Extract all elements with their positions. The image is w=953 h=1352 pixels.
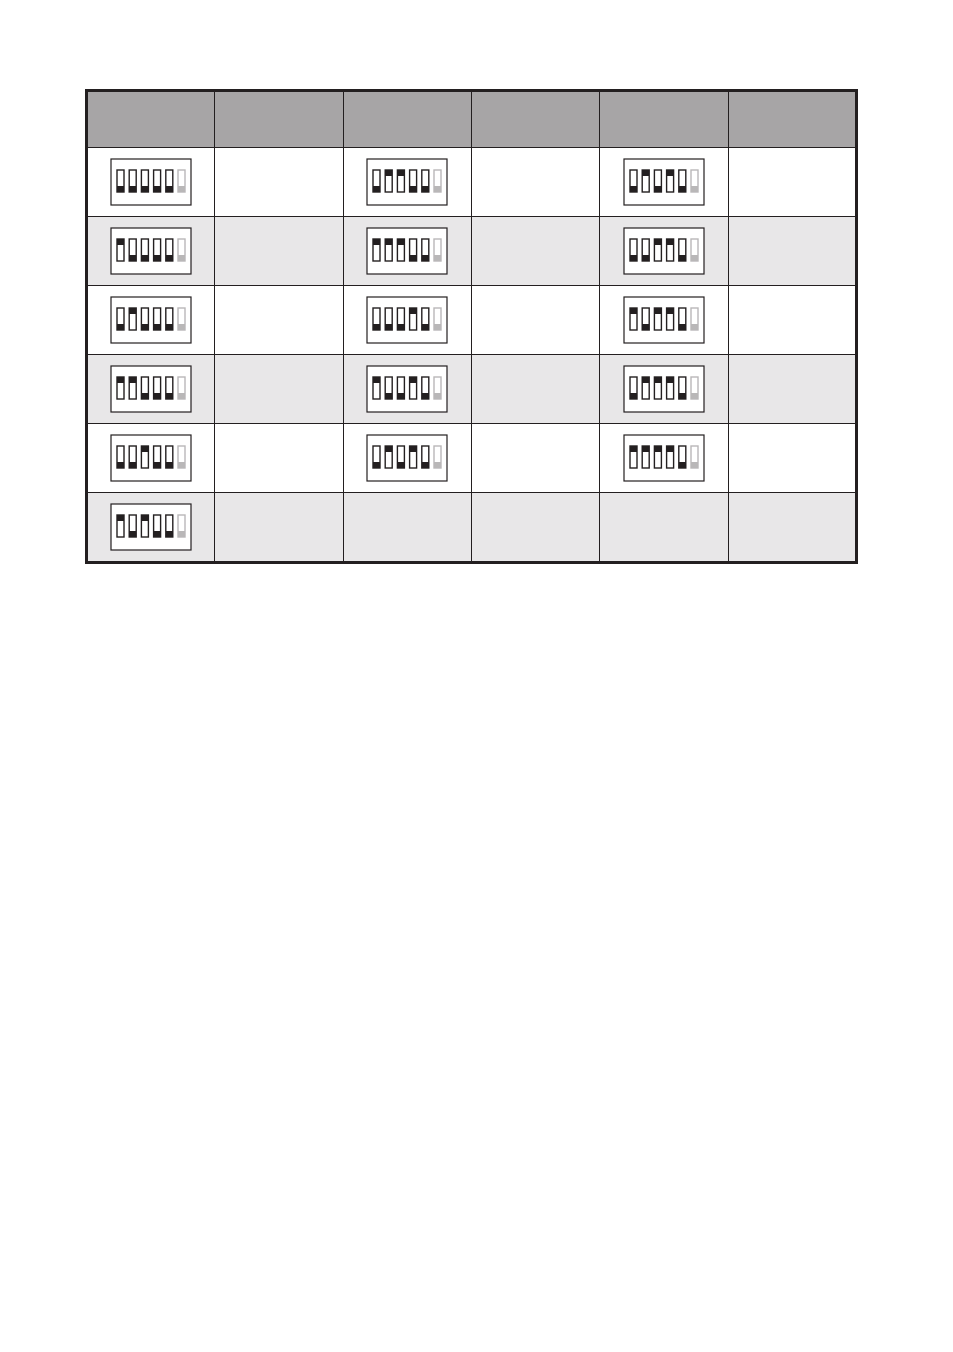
dip-switch-knob-down [178, 462, 185, 468]
dip-switch-lever [691, 377, 698, 399]
dip-switch-knob-down [154, 462, 161, 468]
table-cell [600, 493, 728, 563]
dip-switch-knob-up [667, 446, 674, 452]
dip-switch-knob-up [129, 308, 136, 314]
dip-switch-knob-down [117, 462, 124, 468]
dip-switch-knob-down [166, 393, 173, 399]
header-cell [87, 91, 215, 148]
dip-switch-lever [398, 377, 405, 399]
dip-switch-knob-down [410, 255, 417, 261]
dip-switch-wrapper [600, 434, 727, 482]
dip-switch-lever [142, 308, 149, 330]
dip-switch-lever [154, 377, 161, 399]
dip-switch-cell [87, 217, 215, 286]
dip-switch-lever [373, 170, 380, 192]
dip-switch-lever [129, 170, 136, 192]
header-cell [728, 91, 856, 148]
dip-switch-knob-down [398, 324, 405, 330]
dip-switch-lever [654, 446, 661, 468]
dip-switch-lever [679, 170, 686, 192]
dip-switch-lever [386, 446, 393, 468]
dip-switch-table [85, 89, 858, 564]
dip-switch-knob-down [422, 393, 429, 399]
dip-switch-lever [129, 515, 136, 537]
dip-switch-icon [110, 158, 192, 206]
dip-switch-knob-up [117, 239, 124, 245]
dip-switch-knob-up [654, 377, 661, 383]
dip-switch-lever [142, 377, 149, 399]
dip-switch-cell [87, 493, 215, 563]
header-cell [600, 91, 728, 148]
dip-switch-knob-down [422, 255, 429, 261]
dip-switch-icon [623, 296, 705, 344]
dip-switch-knob-down [154, 255, 161, 261]
dip-switch-cell [343, 424, 471, 493]
dip-switch-wrapper [600, 227, 727, 275]
dip-switch-lever [117, 308, 124, 330]
dip-switch-knob-down [129, 462, 136, 468]
dip-switch-knob-up [410, 446, 417, 452]
dip-switch-lever [178, 377, 185, 399]
dip-switch-icon [110, 365, 192, 413]
dip-switch-lever [434, 239, 441, 261]
dip-switch-knob-up [117, 515, 124, 521]
dip-switch-knob-down [630, 255, 637, 261]
dip-switch-lever [410, 377, 417, 399]
dip-switch-knob-down [178, 393, 185, 399]
dip-switch-knob-down [166, 462, 173, 468]
dip-switch-knob-up [630, 308, 637, 314]
dip-switch-lever [398, 308, 405, 330]
dip-switch-wrapper [344, 227, 471, 275]
dip-switch-cell [87, 148, 215, 217]
dip-switch-knob-down [178, 186, 185, 192]
dip-switch-icon [366, 434, 448, 482]
dip-switch-knob-down [398, 462, 405, 468]
dip-switch-knob-up [386, 239, 393, 245]
dip-switch-lever [154, 446, 161, 468]
dip-switch-cell [600, 424, 728, 493]
dip-switch-wrapper [600, 365, 727, 413]
table-cell [728, 217, 856, 286]
dip-switch-lever [679, 446, 686, 468]
dip-switch-lever [178, 515, 185, 537]
dip-switch-cell [343, 217, 471, 286]
dip-switch-icon [366, 365, 448, 413]
dip-switch-knob-up [386, 170, 393, 176]
table-row [87, 355, 857, 424]
dip-switch-knob-down [142, 186, 149, 192]
table-cell [471, 148, 599, 217]
dip-switch-lever [691, 308, 698, 330]
table-cell [728, 355, 856, 424]
dip-switch-cell [87, 424, 215, 493]
dip-switch-icon [366, 227, 448, 275]
dip-switch-knob-down [422, 462, 429, 468]
dip-switch-lever [654, 308, 661, 330]
dip-switch-lever [434, 446, 441, 468]
dip-switch-lever [654, 239, 661, 261]
dip-switch-knob-down [434, 324, 441, 330]
table-cell [471, 217, 599, 286]
dip-switch-icon [623, 227, 705, 275]
dip-switch-icon [110, 503, 192, 551]
dip-switch-lever [422, 446, 429, 468]
dip-switch-lever [386, 308, 393, 330]
dip-switch-cell [343, 148, 471, 217]
dip-switch-knob-down [691, 186, 698, 192]
dip-switch-lever [422, 239, 429, 261]
dip-switch-knob-down [166, 531, 173, 537]
dip-switch-icon [623, 158, 705, 206]
dip-switch-knob-down [654, 186, 661, 192]
dip-switch-cell [343, 286, 471, 355]
dip-switch-lever [386, 239, 393, 261]
dip-switch-knob-down [422, 324, 429, 330]
dip-switch-knob-down [642, 324, 649, 330]
dip-switch-cell [600, 148, 728, 217]
dip-switch-knob-up [410, 377, 417, 383]
dip-switch-knob-down [178, 324, 185, 330]
dip-switch-knob-down [373, 324, 380, 330]
dip-switch-lever [166, 515, 173, 537]
dip-switch-knob-up [142, 515, 149, 521]
dip-switch-knob-down [154, 186, 161, 192]
dip-switch-knob-down [142, 393, 149, 399]
dip-switch-lever [630, 446, 637, 468]
dip-switch-lever [654, 170, 661, 192]
dip-switch-lever [422, 170, 429, 192]
table-cell [471, 286, 599, 355]
dip-switch-lever [129, 239, 136, 261]
table-cell [215, 217, 343, 286]
dip-switch-knob-down [422, 186, 429, 192]
table-row [87, 424, 857, 493]
dip-switch-knob-down [386, 393, 393, 399]
dip-switch-lever [667, 446, 674, 468]
table-row [87, 286, 857, 355]
dip-switch-wrapper [600, 296, 727, 344]
dip-switch-lever [630, 308, 637, 330]
dip-switch-knob-down [373, 186, 380, 192]
dip-switch-lever [679, 377, 686, 399]
dip-switch-knob-down [679, 393, 686, 399]
dip-switch-lever [691, 239, 698, 261]
dip-switch-lever [691, 170, 698, 192]
dip-switch-lever [434, 170, 441, 192]
dip-switch-lever [117, 239, 124, 261]
dip-switch-lever [630, 377, 637, 399]
dip-switch-lever [642, 239, 649, 261]
table-cell [728, 148, 856, 217]
dip-switch-knob-down [679, 462, 686, 468]
dip-switch-lever [642, 308, 649, 330]
table-cell [728, 286, 856, 355]
dip-switch-knob-down [691, 255, 698, 261]
dip-switch-knob-up [642, 446, 649, 452]
dip-switch-lever [373, 239, 380, 261]
dip-switch-lever [410, 446, 417, 468]
dip-switch-wrapper [88, 503, 214, 551]
dip-switch-knob-down [166, 324, 173, 330]
dip-switch-knob-up [667, 170, 674, 176]
dip-switch-knob-down [117, 186, 124, 192]
dip-switch-wrapper [88, 365, 214, 413]
dip-switch-wrapper [344, 158, 471, 206]
dip-switch-knob-up [654, 308, 661, 314]
dip-switch-lever [166, 446, 173, 468]
dip-switch-lever [178, 446, 185, 468]
dip-switch-knob-up [398, 170, 405, 176]
dip-switch-lever [642, 446, 649, 468]
dip-switch-lever [630, 170, 637, 192]
dip-switch-knob-down [679, 255, 686, 261]
dip-switch-knob-down [129, 186, 136, 192]
dip-switch-lever [154, 170, 161, 192]
dip-switch-lever [410, 239, 417, 261]
dip-switch-knob-down [117, 324, 124, 330]
dip-switch-knob-down [410, 186, 417, 192]
dip-switch-knob-down [630, 393, 637, 399]
dip-switch-knob-up [630, 446, 637, 452]
dip-switch-lever [117, 446, 124, 468]
dip-switch-knob-down [154, 324, 161, 330]
dip-switch-lever [129, 308, 136, 330]
dip-switch-cell [343, 355, 471, 424]
dip-switch-knob-up [642, 170, 649, 176]
dip-switch-knob-down [679, 324, 686, 330]
dip-switch-knob-down [691, 462, 698, 468]
table-cell [471, 355, 599, 424]
dip-switch-wrapper [344, 296, 471, 344]
dip-switch-lever [117, 377, 124, 399]
dip-switch-cell [600, 355, 728, 424]
dip-switch-knob-up [667, 308, 674, 314]
dip-switch-lever [422, 308, 429, 330]
dip-switch-lever [129, 446, 136, 468]
dip-switch-knob-down [178, 531, 185, 537]
dip-switch-lever [410, 170, 417, 192]
dip-switch-knob-up [386, 446, 393, 452]
dip-switch-knob-down [691, 393, 698, 399]
dip-switch-icon [110, 296, 192, 344]
dip-switch-knob-down [642, 255, 649, 261]
dip-switch-lever [166, 170, 173, 192]
table-cell [471, 493, 599, 563]
dip-switch-lever [117, 170, 124, 192]
dip-switch-lever [398, 239, 405, 261]
dip-switch-lever [386, 170, 393, 192]
dip-switch-lever [386, 377, 393, 399]
header-cell [215, 91, 343, 148]
dip-switch-knob-up [373, 239, 380, 245]
dip-switch-lever [142, 446, 149, 468]
dip-switch-lever [178, 170, 185, 192]
dip-switch-wrapper [88, 296, 214, 344]
dip-switch-knob-down [434, 393, 441, 399]
dip-switch-lever [654, 377, 661, 399]
table-cell [343, 493, 471, 563]
dip-switch-lever [373, 377, 380, 399]
dip-switch-lever [154, 515, 161, 537]
dip-switch-wrapper [344, 365, 471, 413]
dip-switch-wrapper [88, 434, 214, 482]
dip-switch-lever [178, 239, 185, 261]
dip-switch-knob-down [154, 531, 161, 537]
dip-switch-knob-down [166, 186, 173, 192]
dip-switch-knob-down [679, 186, 686, 192]
dip-switch-cell [87, 286, 215, 355]
dip-switch-knob-down [386, 324, 393, 330]
dip-switch-lever [166, 239, 173, 261]
dip-switch-lever [154, 239, 161, 261]
dip-switch-knob-down [142, 324, 149, 330]
dip-switch-knob-down [142, 255, 149, 261]
dip-switch-knob-up [654, 446, 661, 452]
table-cell [215, 286, 343, 355]
dip-switch-knob-up [129, 377, 136, 383]
dip-switch-lever [398, 170, 405, 192]
dip-switch-wrapper [600, 158, 727, 206]
dip-switch-lever [679, 308, 686, 330]
dip-switch-knob-up [117, 377, 124, 383]
dip-switch-knob-up [398, 239, 405, 245]
dip-switch-cell [600, 217, 728, 286]
table-row [87, 217, 857, 286]
dip-switch-lever [434, 377, 441, 399]
dip-switch-knob-down [630, 186, 637, 192]
dip-switch-lever [398, 446, 405, 468]
dip-switch-knob-down [373, 462, 380, 468]
dip-switch-lever [691, 446, 698, 468]
header-cell [343, 91, 471, 148]
dip-switch-lever [667, 170, 674, 192]
dip-switch-lever [410, 308, 417, 330]
dip-switch-lever [178, 308, 185, 330]
dip-switch-wrapper [88, 158, 214, 206]
table-cell [215, 355, 343, 424]
dip-switch-lever [667, 308, 674, 330]
header-row [87, 91, 857, 148]
dip-switch-knob-up [654, 239, 661, 245]
dip-switch-icon [110, 227, 192, 275]
dip-switch-knob-up [373, 377, 380, 383]
dip-switch-knob-down [691, 324, 698, 330]
dip-switch-lever [166, 308, 173, 330]
dip-switch-lever [434, 308, 441, 330]
dip-switch-icon [623, 365, 705, 413]
table-cell [728, 493, 856, 563]
dip-switch-lever [630, 239, 637, 261]
dip-switch-icon [366, 296, 448, 344]
dip-switch-icon [366, 158, 448, 206]
dip-switch-knob-up [642, 377, 649, 383]
dip-switch-knob-down [166, 255, 173, 261]
dip-switch-lever [373, 446, 380, 468]
dip-switch-lever [422, 377, 429, 399]
dip-switch-cell [600, 286, 728, 355]
header-cell [471, 91, 599, 148]
dip-switch-knob-up [667, 377, 674, 383]
dip-switch-lever [129, 377, 136, 399]
dip-switch-lever [142, 170, 149, 192]
dip-switch-lever [642, 377, 649, 399]
dip-switch-knob-down [434, 255, 441, 261]
dip-switch-lever [667, 377, 674, 399]
dip-switch-lever [642, 170, 649, 192]
dip-switch-lever [142, 515, 149, 537]
dip-switch-wrapper [88, 227, 214, 275]
dip-switch-knob-down [398, 393, 405, 399]
dip-switch-wrapper [344, 434, 471, 482]
dip-switch-knob-down [129, 531, 136, 537]
dip-switch-knob-down [178, 255, 185, 261]
dip-switch-knob-up [142, 446, 149, 452]
table-row [87, 493, 857, 563]
dip-switch-knob-down [154, 393, 161, 399]
dip-switch-knob-down [129, 255, 136, 261]
dip-switch-icon [110, 434, 192, 482]
dip-switch-knob-up [410, 308, 417, 314]
table-row [87, 148, 857, 217]
dip-switch-lever [667, 239, 674, 261]
dip-switch-knob-up [667, 239, 674, 245]
table-cell [471, 424, 599, 493]
dip-switch-lever [117, 515, 124, 537]
dip-switch-cell [87, 355, 215, 424]
table-cell [215, 493, 343, 563]
dip-switch-knob-down [434, 186, 441, 192]
table-cell [215, 148, 343, 217]
table-cell [728, 424, 856, 493]
dip-switch-icon [623, 434, 705, 482]
table-cell [215, 424, 343, 493]
dip-switch-lever [142, 239, 149, 261]
dip-switch-lever [154, 308, 161, 330]
dip-switch-lever [679, 239, 686, 261]
dip-switch-lever [166, 377, 173, 399]
dip-switch-knob-down [434, 462, 441, 468]
dip-switch-lever [373, 308, 380, 330]
